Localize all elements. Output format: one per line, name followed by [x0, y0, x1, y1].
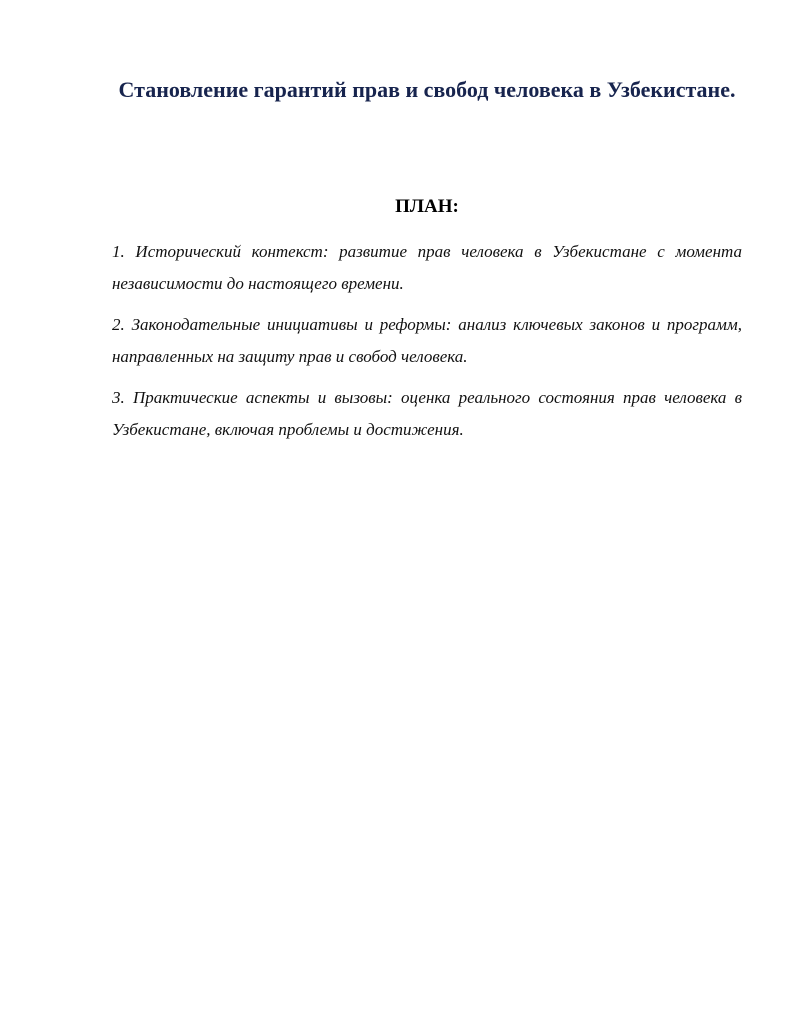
- plan-item: 3. Практические аспекты и вызовы: оценка реального состояния прав человека в Узбекистане, включая проблемы и достижения.: [112, 388, 742, 439]
- plan-heading: ПЛАН:: [395, 196, 459, 217]
- plan-item: 1. Исторический контекст: развитие прав человека в Узбекистане с момента независимости до настоящего времени.: [112, 242, 742, 293]
- plan-item: 2. Законодательные инициативы и реформы: анализ ключевых законов и программ, направленных на защиту прав и свобод человека.: [112, 315, 742, 366]
- plan-list: [112, 236, 742, 455]
- document-title: Становление гарантий прав и свобод человека в Узбекистане.: [118, 77, 736, 102]
